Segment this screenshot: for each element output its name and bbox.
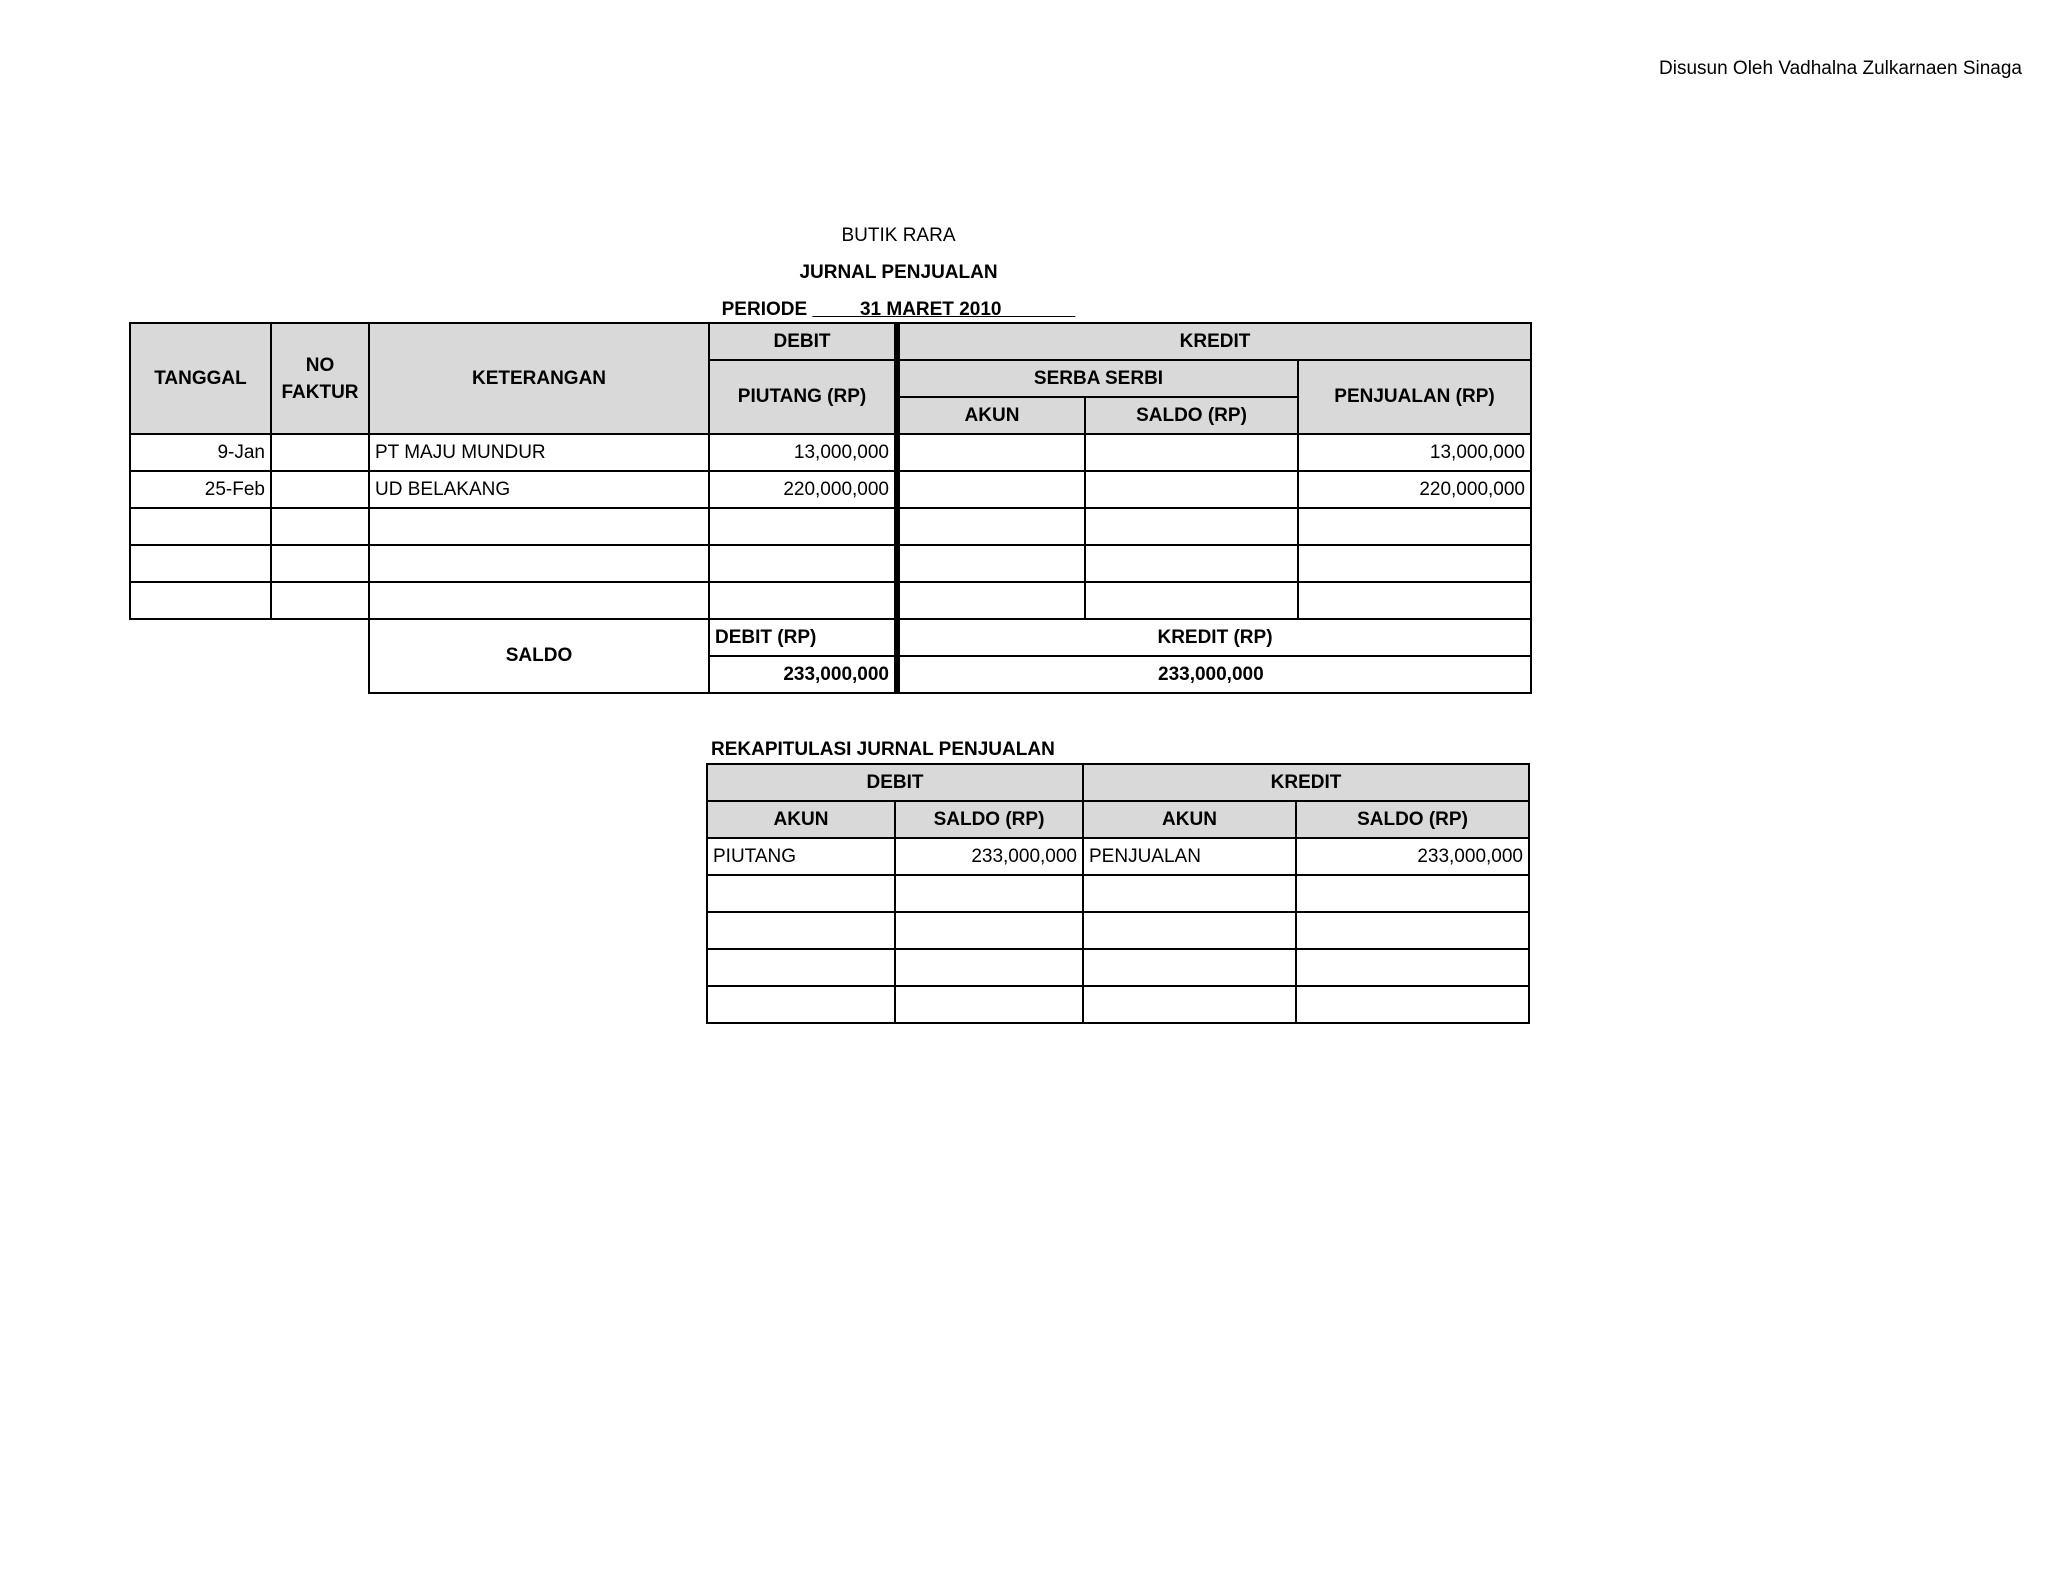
recap-kredit-akun	[1083, 986, 1296, 1023]
cell-akun	[897, 471, 1085, 508]
saldo-debit-label: DEBIT (RP)	[709, 619, 897, 656]
cell-keterangan	[369, 545, 709, 582]
header-tanggal: TANGGAL	[130, 323, 271, 434]
periode-value: 31 MARET 2010	[859, 299, 1002, 320]
cell-saldo	[1085, 545, 1298, 582]
recap-kredit-akun	[1083, 912, 1296, 949]
cell-penjualan	[1298, 508, 1531, 545]
cell-penjualan: 220,000,000	[1298, 471, 1531, 508]
table-row	[707, 949, 1529, 986]
header-no-faktur: NO FAKTUR	[271, 323, 369, 434]
cell-piutang: 220,000,000	[709, 471, 897, 508]
recap-header-kredit-saldo: SALDO (RP)	[1296, 801, 1529, 838]
saldo-kredit-value: 233,000,000	[897, 656, 1531, 693]
cell-penjualan: 13,000,000	[1298, 434, 1531, 471]
recap-header-kredit-akun: AKUN	[1083, 801, 1296, 838]
table-row	[130, 434, 1531, 471]
recap-kredit-saldo	[1296, 949, 1529, 986]
recap-debit-saldo	[895, 949, 1083, 986]
header-serba-serbi: SERBA SERBI	[897, 360, 1298, 397]
cell-penjualan	[1298, 582, 1531, 619]
cell-tanggal	[130, 545, 271, 582]
cell-penjualan	[1298, 545, 1531, 582]
recap-debit-akun	[707, 986, 895, 1023]
cell-keterangan: PT MAJU MUNDUR	[369, 434, 709, 471]
company-name: BUTIK RARA	[841, 225, 956, 246]
recap-debit-akun: PIUTANG	[707, 838, 895, 875]
cell-akun	[897, 434, 1085, 471]
table-row	[707, 875, 1529, 912]
cell-tanggal: 25-Feb	[130, 471, 271, 508]
table-row	[130, 471, 1531, 508]
recap-header-debit-saldo: SALDO (RP)	[895, 801, 1083, 838]
table-row	[707, 912, 1529, 949]
header-kredit: KREDIT	[897, 323, 1531, 360]
recap-debit-akun	[707, 912, 895, 949]
header-piutang: PIUTANG (RP)	[709, 360, 897, 434]
cell-no-faktur	[271, 434, 369, 471]
cell-saldo	[1085, 434, 1298, 471]
header-keterangan: KETERANGAN	[369, 323, 709, 434]
saldo-debit-value: 233,000,000	[709, 656, 897, 693]
cell-piutang	[709, 508, 897, 545]
cell-tanggal	[130, 582, 271, 619]
header-debit: DEBIT	[709, 323, 897, 360]
cell-keterangan: UD BELAKANG	[369, 471, 709, 508]
recap-header-debit: DEBIT	[707, 764, 1083, 801]
journal-title: JURNAL PENJUALAN	[799, 262, 998, 283]
recap-kredit-saldo	[1296, 986, 1529, 1023]
recap-debit-saldo	[895, 912, 1083, 949]
recap-debit-saldo	[895, 986, 1083, 1023]
recap-kredit-saldo	[1296, 875, 1529, 912]
recap-debit-akun	[707, 949, 895, 986]
journal-table	[129, 322, 1532, 694]
recap-table	[706, 763, 1530, 1024]
recap-header-debit-akun: AKUN	[707, 801, 895, 838]
cell-keterangan	[369, 508, 709, 545]
saldo-label: SALDO	[369, 619, 709, 693]
header-penjualan: PENJUALAN (RP)	[1298, 360, 1531, 434]
saldo-kredit-label: KREDIT (RP)	[897, 619, 1531, 656]
cell-akun	[897, 582, 1085, 619]
cell-keterangan	[369, 582, 709, 619]
cell-tanggal: 9-Jan	[130, 434, 271, 471]
cell-no-faktur	[271, 582, 369, 619]
periode-label: PERIODE	[721, 299, 808, 320]
cell-saldo	[1085, 582, 1298, 619]
table-row	[130, 545, 1531, 582]
cell-tanggal	[130, 508, 271, 545]
cell-akun	[897, 545, 1085, 582]
recap-debit-akun	[707, 875, 895, 912]
header-akun: AKUN	[897, 397, 1085, 434]
table-row	[130, 508, 1531, 545]
recap-header-kredit: KREDIT	[1083, 764, 1529, 801]
cell-saldo	[1085, 471, 1298, 508]
periode-line	[0, 299, 1797, 321]
table-row	[707, 838, 1529, 875]
recap-kredit-saldo: 233,000,000	[1296, 838, 1529, 875]
recap-kredit-akun	[1083, 875, 1296, 912]
recap-kredit-saldo	[1296, 912, 1529, 949]
recap-kredit-akun	[1083, 949, 1296, 986]
cell-akun	[897, 508, 1085, 545]
cell-no-faktur	[271, 471, 369, 508]
table-row	[130, 582, 1531, 619]
table-row	[707, 986, 1529, 1023]
header-saldo: SALDO (RP)	[1085, 397, 1298, 434]
cell-no-faktur	[271, 545, 369, 582]
cell-piutang	[709, 582, 897, 619]
cell-saldo	[1085, 508, 1298, 545]
author-credit: Disusun Oleh Vadhalna Zulkarnaen Sinaga	[1659, 58, 2022, 79]
recap-debit-saldo	[895, 875, 1083, 912]
recap-debit-saldo: 233,000,000	[895, 838, 1083, 875]
recap-title: REKAPITULASI JURNAL PENJUALAN	[711, 739, 1055, 760]
cell-piutang: 13,000,000	[709, 434, 897, 471]
cell-piutang	[709, 545, 897, 582]
cell-no-faktur	[271, 508, 369, 545]
recap-kredit-akun: PENJUALAN	[1083, 838, 1296, 875]
